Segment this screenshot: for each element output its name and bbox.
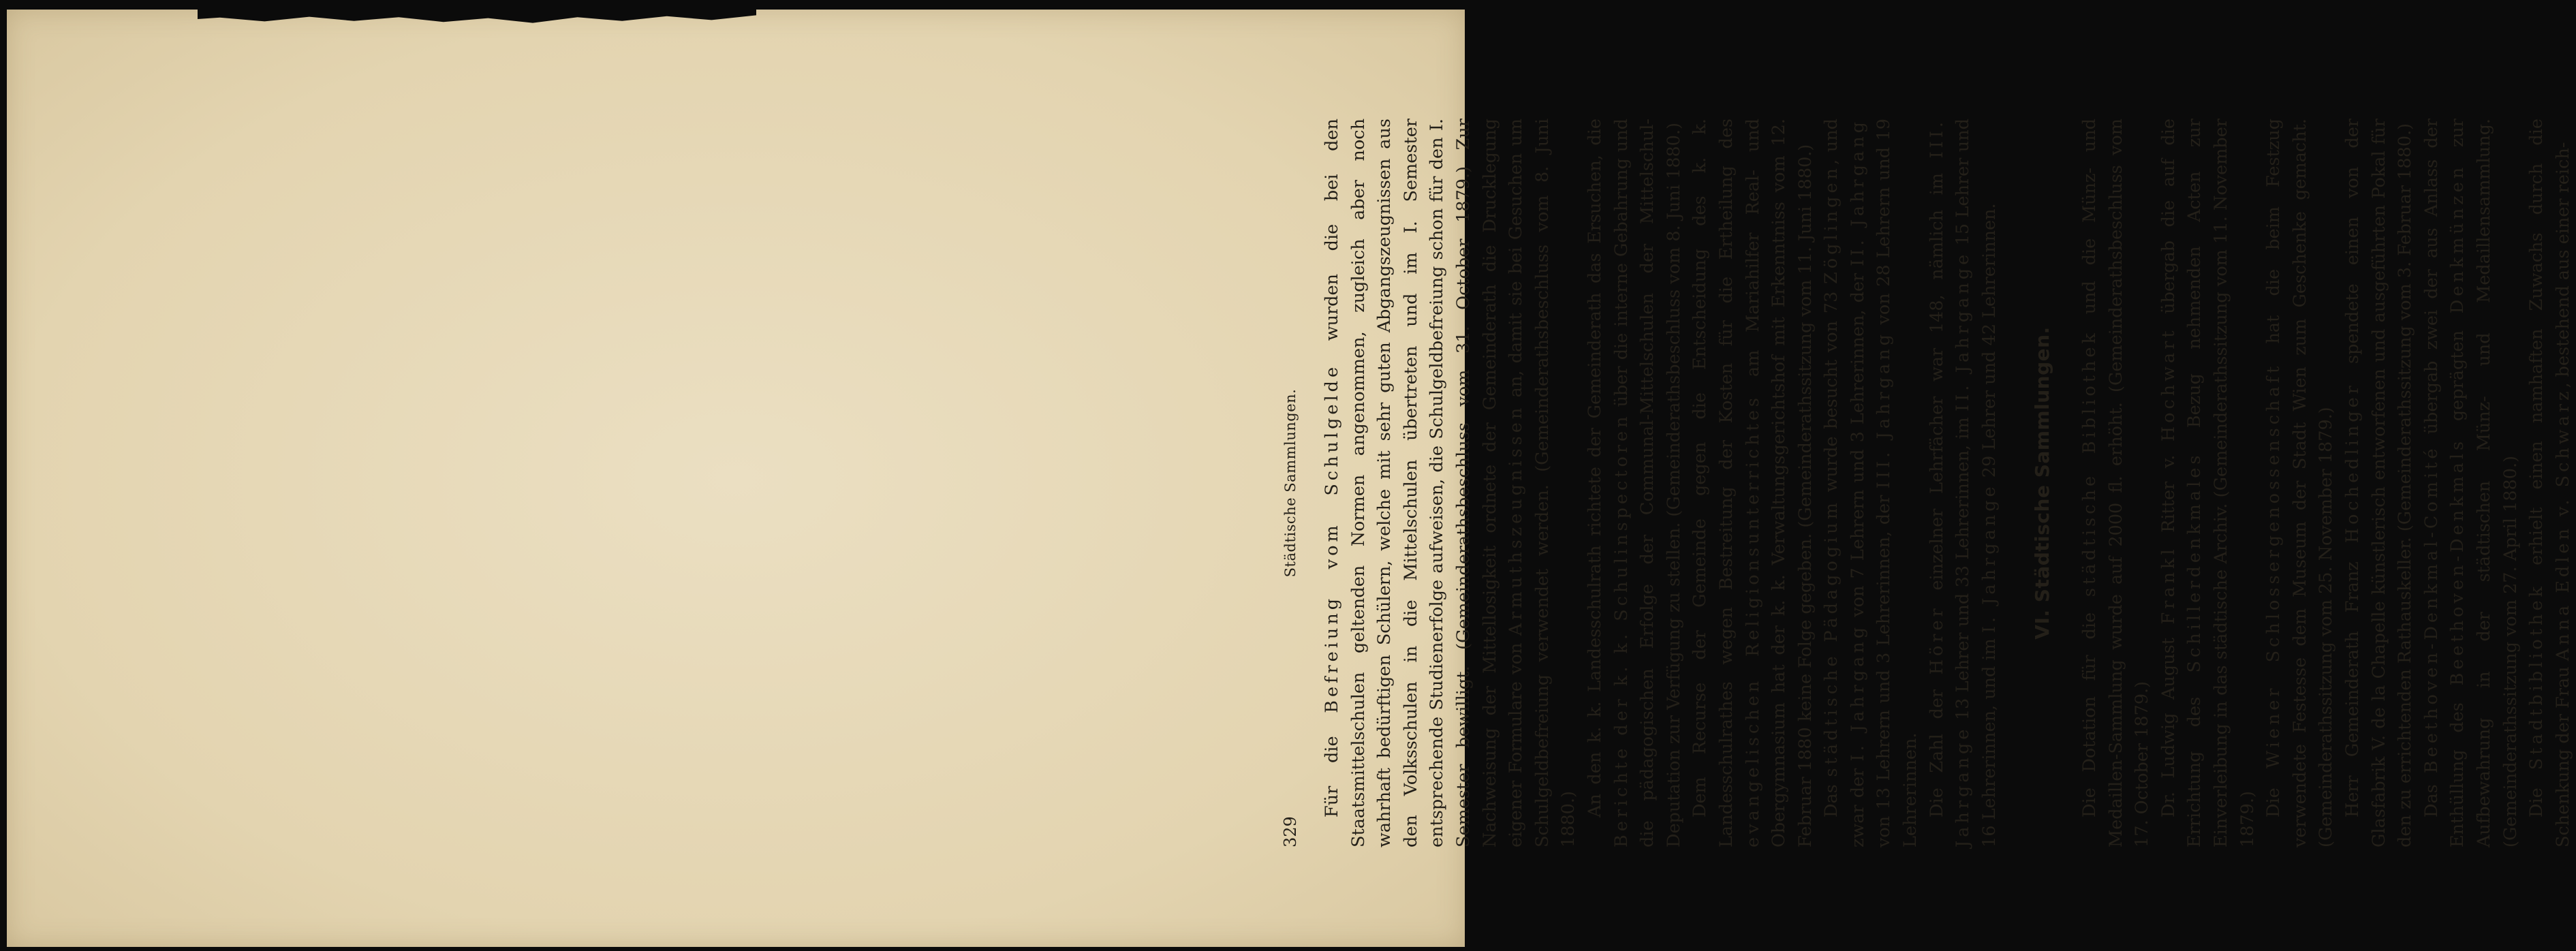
paragraph-text: von 13 Lehrern und 3 Lehrerinnen, der (1874, 488, 1895, 847)
spaced-emphasis-text: Frankl (2158, 546, 2179, 625)
paragraph-text: 15 Lehrer und 16 Lehrerinnen, und im (1953, 118, 2000, 847)
section-heading: VI. Städtische Sammlungen. (2031, 326, 2054, 640)
paragraph-text: an, damit sie bei Gesuchen um Schulgeldbefreiung verwendet werden. (Gemeinderathsbeschluss vom 8. Juni 1880.) (1506, 119, 1579, 847)
spaced-emphasis-text: Befreiung vom Schulgelde (1322, 363, 1342, 713)
paragraph-text: Die Dotation für die (2079, 597, 2100, 817)
spaced-emphasis-text: evangelischen Religionsunterrichtes (1742, 394, 1763, 847)
paragraph-text: Herr Gemeinderath Franz (2342, 543, 2363, 817)
paragraph-text: hat die beim Festzug verwendete Festesse dem Museum der Stadt Wien zum Geschenke gemacht. (Gemeinderathssitzung vom 25. November 1879.) (2263, 119, 2337, 847)
paragraph-text: Das (2421, 773, 2442, 817)
paragraph-text: zur Aufbewahrung in der städtischen Münz- und Medaillensammlung. (Gemeinderathssitzung vom 27. April 1880.) (2447, 119, 2521, 847)
spaced-emphasis-text: II. Jahrgang (1847, 119, 1868, 266)
paragraph-text: wurden die bei den Staatsmittelschulen geltenden Normen angenommen, zugleich aber noch wahrhaft bedürftigen Schülern, welche mit sehr guten Abgangszeugnissen aus den Volksschulen in die Mittelschulen übertreten und im I. Semester entsprechende Studienerfolge aufweisen, die Schulgeldbefreiung schon für den I. Semester bewilligt. (Gemeinderathsbeschluss vom 31. October 1879.) Zur Nachweisung der Mittellosigkeit ordnete der Gemeinderath die Drucklegung eigener Formulare von (1322, 119, 1527, 847)
paragraph-text: , bestehend aus einer reich- (2552, 142, 2573, 388)
spaced-emphasis-text: Schillerdenkmales (2184, 452, 2205, 673)
paragraph-text: 13 Lehrer und 33 Lehrerinnen, im (1953, 411, 1974, 726)
running-header (1278, 119, 1305, 847)
spaced-emphasis-text: Beethoven-Denkmals (2447, 437, 2468, 686)
paragraph-text: Die (2263, 768, 2284, 817)
spaced-emphasis-text: Hochedlinger (2342, 382, 2363, 544)
paragraph (2340, 119, 2419, 847)
spaced-emphasis-text: Zöglingen (1821, 165, 1842, 284)
spaced-emphasis-text: Denkmünzen (2447, 163, 2468, 314)
paragraph-text: übergab zwei der aus Anlass der Enthüllung des (2421, 118, 2468, 847)
spaced-emphasis-text: Hochwart (2158, 327, 2179, 442)
spaced-emphasis-text: Beethoven-Denkmal-Comité (2421, 445, 2442, 774)
spaced-emphasis-text: III. Jahrgange (1926, 119, 1974, 847)
paragraph-text: über die interne Gebahrung und die pädagogischen Erfolge der Communal-Mittelschulen der Mittelschul-Deputation zur Verfügung zu stellen. (Gemeinderathsbeschluss vom 8. Juni 1880.) (1611, 118, 1684, 847)
paragraph (1582, 119, 1687, 847)
torn-edge (198, 10, 756, 29)
paragraph (2077, 119, 2156, 847)
paragraph-text: und die Münz- und Medaillen-Sammlung wurde auf 2000 fl. erhöht. (Gemeinderathsbeschluss vom 17. October 1879.) (2079, 119, 2153, 847)
page-number: 329 (1281, 816, 1300, 847)
spaced-emphasis-text: I. Jahrgang (1847, 623, 1868, 762)
paragraph-text: am Mariahilfer Real- und Obergymnasium hat der k. k. Verwaltungsgerichtshof mit Erkenntniss vom 12. Februar 1880 keine Folge gegeben. (Gemeinderathssitzung vom 11. Juni 1880.) (1742, 119, 1816, 847)
paragraph-text: wurde besucht von 73 (1821, 283, 1842, 500)
paragraph-text: An den k. k. Landesschulrath richtete der Gemeinderath das Ersuchen, die (1584, 119, 1605, 817)
spaced-emphasis-text: Stadtbibliothek (2526, 583, 2547, 770)
text-body (1319, 119, 2576, 847)
paragraph-text: von 7 Lehrern und 3 Lehrerinnen, der (1847, 266, 1868, 624)
paragraphs-before-heading (1319, 119, 2002, 847)
spaced-emphasis-text: Wiener Schlossergenossenschaft (2263, 362, 2284, 769)
spaced-emphasis-text: Hörer (1926, 605, 1947, 675)
paragraph (2419, 119, 2524, 847)
paragraph (1319, 119, 1582, 847)
paragraph-text: Bezug nehmenden Acten zur Einverleibung in das städtische Archiv. (Gemeinderathssitzung vom 11. November 1879.) (2184, 119, 2258, 847)
paragraph-text: Für die (1322, 713, 1342, 817)
paragraph-text: Die Zahl der (1926, 674, 1947, 817)
paragraph (1818, 119, 1923, 847)
spaced-emphasis-text: Armuthszeugnissen (1506, 404, 1527, 636)
paragraph-text: übergab die auf die Errichtung des (2158, 119, 2205, 847)
paragraph (1687, 119, 1818, 847)
paragraph (2524, 119, 2576, 847)
paragraph (2261, 119, 2340, 847)
spaced-emphasis-text: Anna Edlen v. Schwarz (2552, 388, 2573, 661)
spaced-emphasis-text: städtische Bibliothek (2079, 330, 2100, 597)
paragraph-text: Dr. Ludwig August (2158, 624, 2179, 817)
paragraph-text: Das (1821, 777, 1842, 817)
paragraph-text: spendete einen von der Glasfabrik V. de la Chapelle künstlerisch entworfenen und ausgeführten Pokal für den zu errichtenden Rathauskeller. (Gemeinderathssitzung vom 3. Februar 1880.) (2342, 119, 2416, 847)
paragraph (2156, 119, 2261, 847)
paragraph-text: erhielt einen namhaften Zuwachs durch die Schenkung der Frau (2526, 119, 2573, 847)
spaced-emphasis-text: städtische Pädagogium (1821, 499, 1842, 777)
rotated-page-content (1278, 118, 2573, 847)
paper-page (7, 10, 1465, 947)
spaced-emphasis-text: Berichte der k. k. Schulinspectoren (1611, 413, 1632, 847)
paragraph-text: , und zwar der (1821, 118, 1868, 847)
paragraph (1924, 119, 2003, 847)
paragraph-text: Dem Recurse der Gemeinde gegen die Entscheidung des k. k. Landesschulrathes wegen Bestreitung der Kosten für die Ertheilung des (1690, 119, 1737, 847)
paragraphs-after-heading (2077, 119, 2576, 847)
paragraph-text: Die (2526, 770, 2547, 817)
paragraph-text: Ritter v. (2158, 441, 2179, 546)
spaced-emphasis-text: II. Jahrgange (1953, 251, 1974, 411)
paragraph-text: von 28 Lehrern und 19 Lehrerinnen. (1874, 119, 1921, 847)
spaced-emphasis-text: I. Jahrgange (1978, 483, 2000, 634)
paragraph-text: geprägten (2447, 313, 2468, 438)
running-header-title: Städtische Sammlungen. (1282, 388, 1299, 578)
paragraph-text: einzelner Lehrfächer war 148, nämlich im (1926, 158, 1947, 606)
paragraph-text: 29 Lehrer und 42 Lehrerinnen. (1978, 203, 2000, 484)
spaced-emphasis-text: III. Jahrgang (1874, 331, 1895, 489)
